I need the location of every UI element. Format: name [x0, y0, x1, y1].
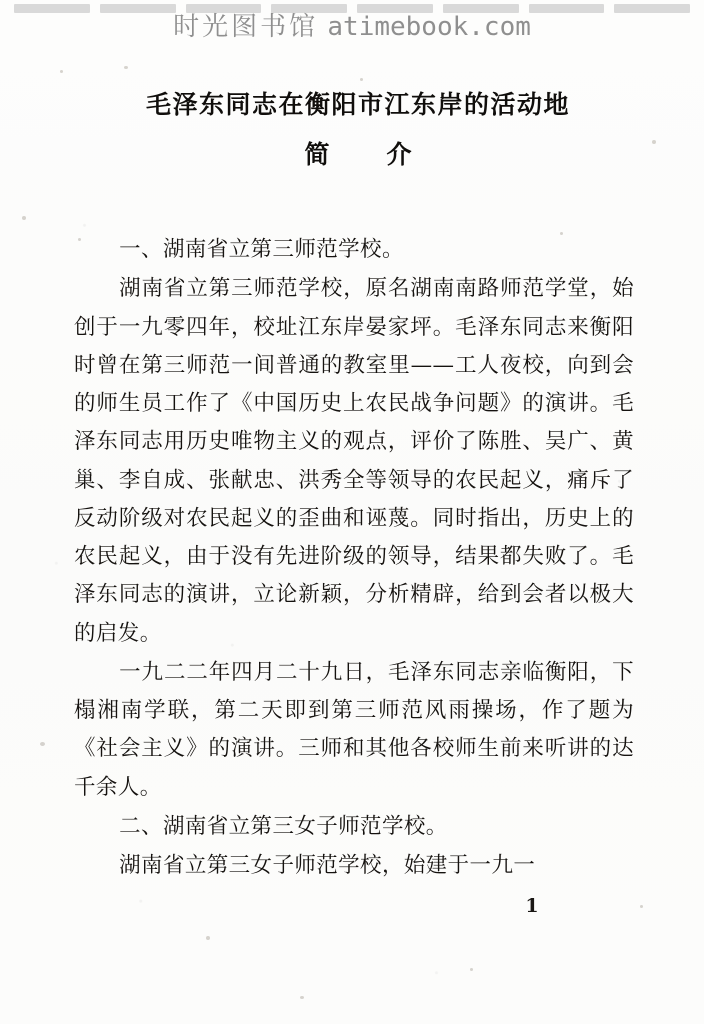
watermark-chinese-label: 时光图书馆 — [173, 12, 319, 42]
scan-speck — [206, 936, 210, 940]
scan-speck — [22, 216, 26, 220]
scan-speck — [40, 742, 45, 746]
page-number: 1 — [525, 895, 539, 917]
paragraph: 一九二二年四月二十九日，毛泽东同志亲临衡阳，下榻湘南学联，第二天即到第三师范风雨操场，作了题为《社会主义》的演讲。三师和其他各校师生前来听讲的达千余人。 — [74, 659, 634, 800]
paragraph: 一、湖南省立第三师范学校。 — [119, 237, 404, 262]
scan-speck — [300, 996, 304, 999]
watermark-text — [0, 6, 704, 43]
scan-speck — [640, 905, 643, 908]
paragraph: 湖南省立第三女子师范学校，始建于一九一 — [119, 853, 536, 879]
scan-speck — [470, 968, 473, 971]
scan-speck — [560, 232, 563, 235]
page-title-line-2: 简 介 — [304, 139, 428, 169]
scan-speck — [124, 66, 128, 69]
scan-speck — [60, 70, 63, 73]
document-content — [74, 86, 634, 887]
watermark-site-label: atimebook.com — [327, 12, 531, 42]
paragraph: 二、湖南省立第三女子师范学校。 — [119, 813, 448, 839]
watermark-band — [0, 0, 704, 56]
body-text — [74, 231, 634, 886]
scan-speck — [78, 238, 81, 241]
page-title — [74, 86, 634, 173]
page-title-line-1: 毛泽东同志在衡阳市江东岸的活动地 — [145, 90, 570, 119]
paragraph: 湖南省立第三师范学校，原名湖南南路师范学堂，始创于一九零四年，校址江东岸晏家坪。毛泽东同志来衡阳时曾在第三师范一间普通的教室里——工人夜校，向到会的师生员工作了《中国历史上农民战争问题》的演讲。毛泽东同志用历史唯物主义的观点，评价了陈胜、吴广、黄巢、李自成、张献忠、洪秀全等领导的农民起义，痛斥了反动阶级对农民起义的歪曲和诬蔑。同时指出，历史上的农民起义，由于没有先进阶级的领导，结果都失败了。毛泽东同志的演讲，立论新颖，分析精辟，给到会者以极大的启发。 — [74, 276, 634, 646]
scan-speck — [652, 140, 656, 144]
scan-speck — [360, 78, 363, 81]
